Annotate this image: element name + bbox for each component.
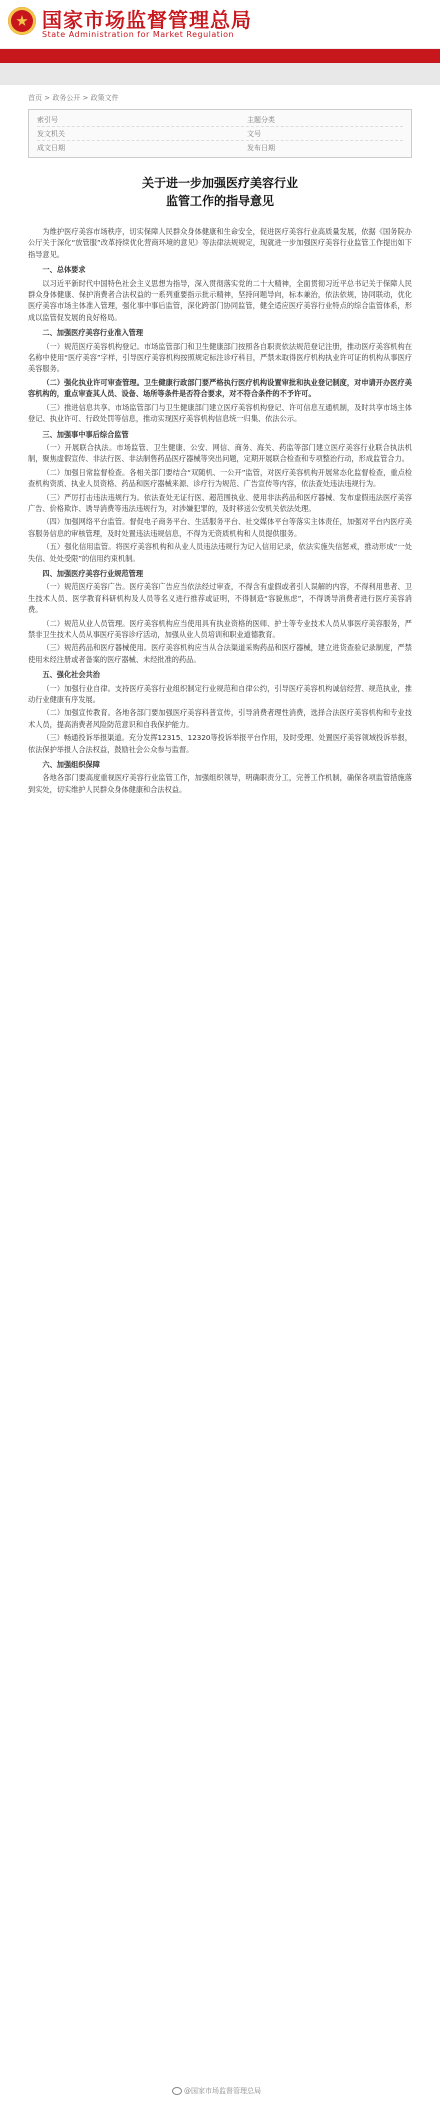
site-name-cn[interactable]: 国家市场监督管理总局 — [42, 8, 252, 32]
meta-issuer-label: 发文机关 — [37, 129, 65, 138]
title-line-2: 监管工作的指导意见 — [165, 194, 274, 208]
paragraph: 各地各部门要高度重视医疗美容行业监管工作，加强组织领导，明确职责分工，完善工作机制，确保各项监管措施落到实处，切实维护人民群众身体健康和合法权益。 — [28, 773, 412, 794]
breadcrumb[interactable]: 首页 > 政务公开 > 政策文件 — [28, 94, 119, 102]
paragraph: （一）规范医疗美容广告。医疗美容广告应当依法经过审查，不得含有虚假或者引人误解的内容，不得利用患者、卫生技术人员、医学教育科研机构及人员等名义进行推荐或证明，不得制造“容貌焦虑”，不得诱导消费者进行医疗美容消费。 — [28, 582, 412, 615]
section-heading-1: 一、总体要求 — [42, 265, 86, 275]
section-heading-3: 三、加强事中事后综合监管 — [42, 429, 129, 439]
paragraph: （五）强化信用监管。将医疗美容机构和从业人员违法违规行为记入信用记录，依法实施失信惩戒，推动形成“一处失信、处处受限”的信用约束机制。 — [28, 542, 412, 563]
section-heading-5: 五、强化社会共治 — [42, 670, 100, 680]
site-header — [0, 0, 440, 49]
meta-date-label: 成文日期 — [37, 143, 65, 152]
paragraph: （二）强化执业许可审查管理。卫生健康行政部门要严格执行医疗机构设置审批和执业登记制度，对申请开办医疗美容机构的，重点审查其人员、设备、场所等条件是否符合要求，对不符合条件的不予许可。 — [28, 377, 412, 399]
weibo-eye-icon — [172, 2087, 182, 2095]
title-line-1: 关于进一步加强医疗美容行业 — [141, 176, 298, 190]
paragraph: （三）推进信息共享。市场监管部门与卫生健康部门建立医疗美容机构登记、许可信息互通机制，及时共享市场主体登记、执业许可、行政处罚等信息，推动实现医疗美容机构信息统一归集、依法公示。 — [28, 402, 412, 424]
paragraph: （三）规范药品和医疗器械使用。医疗美容机构应当从合法渠道采购药品和医疗器械，建立进货查验记录制度，严禁使用未经注册或者备案的医疗器械、未经批准的药品。 — [28, 643, 412, 664]
paragraph: （四）加强网络平台监管。督促电子商务平台、生活服务平台、社交媒体平台等落实主体责任，加强对平台内医疗美容服务信息的审核管理，及时处置违法违规信息，不得为无资质机构和人员提供服务。 — [28, 517, 412, 538]
paragraph: （二）规范从业人员管理。医疗美容机构应当使用具有执业资格的医师、护士等专业技术人员从事医疗美容服务，严禁非卫生技术人员从事医疗美容诊疗活动，加强从业人员培训和职业道德教育。 — [28, 618, 412, 639]
national-emblem-icon — [8, 7, 36, 35]
watermark-text: @国家市场监督管理总局 — [184, 2087, 261, 2095]
paragraph: （二）加强宣传教育。各地各部门要加强医疗美容科普宣传，引导消费者理性消费，选择合法医疗美容机构和专业技术人员，提高消费者风险防范意识和自我保护能力。 — [28, 708, 412, 729]
paragraph: （二）加强日常监督检查。各相关部门要结合“双随机、一公开”监管，对医疗美容机构开展常态化监督检查，重点检查机构资质、执业人员资格、药品和医疗器械来源、诊疗行为规范、广告宣传等内容，依法查处违法违规行为。 — [28, 467, 412, 489]
meta-pub-label: 发布日期 — [247, 143, 275, 152]
banner-band — [0, 63, 440, 85]
document-meta-table — [28, 109, 412, 158]
paragraph: （一）规范医疗美容机构登记。市场监管部门和卫生健康部门按照各自职责依法规范登记注册，推动医疗美容机构在名称中使用“医疗美容”字样，引导医疗美容机构按照规定标注诊疗科目，严禁未取得医疗机构执业许可证的机构从事医疗美容服务。 — [28, 341, 412, 374]
section-heading-4: 四、加强医疗美容行业规范管理 — [42, 568, 144, 578]
intro-paragraph: 为维护医疗美容市场秩序，切实保障人民群众身体健康和生命安全，促进医疗美容行业高质量发展，依据《国务院办公厅关于深化“放管服”改革持续优化营商环境的意见》等法律法规规定，现就进一步加强医疗美容行业监管工作提出如下指导意见。 — [28, 227, 412, 259]
site-name-en: State Administration for Market Regulation — [42, 30, 235, 39]
meta-index-label: 索引号 — [37, 115, 58, 124]
paragraph: （三）畅通投诉举报渠道。充分发挥12315、12320等投诉举报平台作用，及时受理、处置医疗美容领域投诉举报，依法保护举报人合法权益，鼓励社会公众参与监督。 — [28, 733, 412, 754]
nav-bar[interactable] — [0, 49, 440, 63]
document-body — [28, 226, 412, 795]
paragraph: （三）严厉打击违法违规行为。依法查处无证行医、超范围执业、使用非法药品和医疗器械、发布虚假违法医疗美容广告、价格欺诈、诱导消费等违法违规行为，对涉嫌犯罪的，及时移送公安机关依法处理。 — [28, 492, 412, 513]
meta-docno-label: 文号 — [247, 129, 261, 138]
article-page — [0, 85, 440, 795]
meta-category-label: 主题分类 — [247, 115, 275, 124]
section-heading-6: 六、加强组织保障 — [42, 760, 100, 770]
paragraph: 以习近平新时代中国特色社会主义思想为指导，深入贯彻落实党的二十大精神，全面贯彻习近平总书记关于保障人民群众身体健康、保护消费者合法权益的一系列重要指示批示精神，坚持问题导向，标本兼治，依法依规，协同联动，优化医疗美容市场主体准入管理，强化事中事后监管，深化跨部门协同监管，健全适应医疗美容行业特点的综合监管体系，形成以监管促发展的良好格局。 — [28, 278, 412, 322]
watermark — [172, 2086, 261, 2096]
section-heading-2: 二、加强医疗美容行业准入管理 — [42, 328, 144, 338]
document-title — [28, 174, 412, 210]
paragraph: （一）开展联合执法。市场监管、卫生健康、公安、网信、商务、海关、药监等部门建立医疗美容行业联合执法机制，聚焦虚假宣传、非法行医、非法制售药品医疗器械等突出问题，定期开展联合检查和专项整治行动，形成监管合力。 — [28, 442, 412, 464]
paragraph: （一）加强行业自律。支持医疗美容行业组织制定行业规范和自律公约，引导医疗美容机构诚信经营、规范执业，推动行业健康有序发展。 — [28, 683, 412, 705]
